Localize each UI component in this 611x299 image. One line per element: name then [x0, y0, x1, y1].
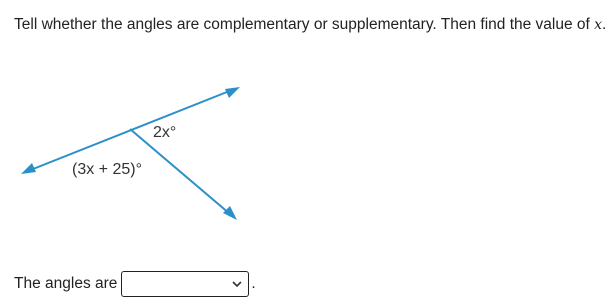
question-end: . [602, 16, 607, 33]
angle-upper-label: 2x° [153, 124, 177, 141]
arrowhead-down [223, 206, 237, 220]
question-variable: x [594, 17, 603, 33]
question-text: Tell whether the angles are complementary or supplementary. Then find the value of [14, 16, 595, 33]
chevron-down-icon [232, 280, 242, 288]
angle-type-dropdown[interactable] [121, 271, 249, 297]
answer-label: The angles are [14, 275, 118, 292]
angle-lower-label: (3x + 25)° [72, 161, 142, 178]
answer-row [14, 270, 256, 298]
line-ray-down [130, 129, 230, 214]
answer-end: . [251, 275, 256, 292]
arrowhead-left [21, 163, 36, 174]
line-long [28, 90, 232, 171]
arrowhead-right [225, 87, 240, 98]
